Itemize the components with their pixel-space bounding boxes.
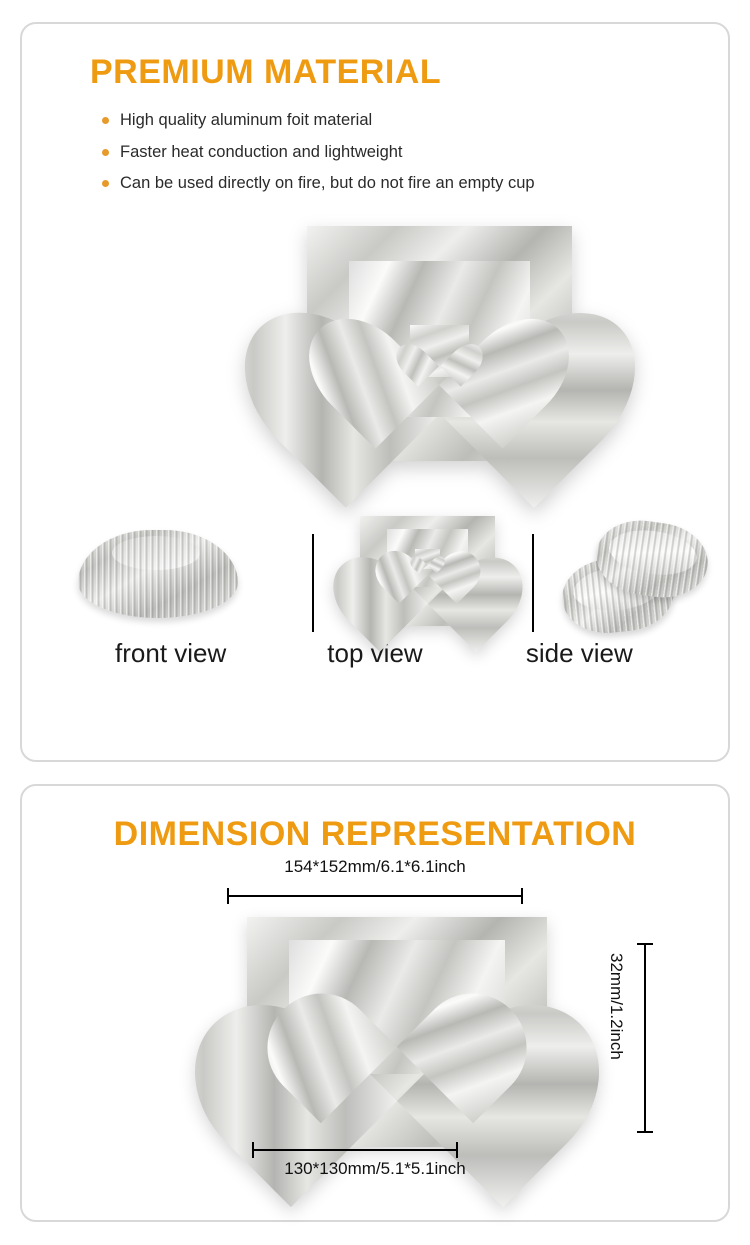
view-label-top: top view <box>327 638 423 669</box>
bullet-dot-icon <box>102 117 109 124</box>
bullet-text: Can be used directly on fire, but do not fire an empty cup <box>120 173 535 192</box>
view-front-image <box>78 530 238 618</box>
dimension-top-label: 154*152mm/6.1*6.1inch <box>284 857 466 877</box>
pan-inner-heart-emboss <box>415 549 439 569</box>
heart-pan-dimension-illustration <box>247 917 547 1147</box>
dimension-top-arrow <box>227 895 523 897</box>
bullet-text: High quality aluminum foit material <box>120 111 373 130</box>
front-view-cavity <box>112 536 200 570</box>
pan-cavity <box>606 525 699 580</box>
view-label-side: side view <box>525 638 633 669</box>
view-side-image <box>562 518 732 638</box>
pan-inner-heart-emboss <box>410 325 468 377</box>
dimension-representation-title: DIMENSION REPRESENTATION <box>113 815 637 853</box>
dimension-height-label: 32mm/1.2inch <box>607 953 626 1061</box>
premium-material-card <box>20 22 730 762</box>
view-divider <box>532 534 534 632</box>
hero-product-image <box>62 206 688 506</box>
product-views-row <box>62 512 688 632</box>
bullet-dot-icon <box>102 180 109 187</box>
bullet-dot-icon <box>102 149 109 156</box>
premium-material-title: PREMIUM MATERIAL <box>90 53 442 91</box>
heart-foil-pan-illustration <box>307 226 572 461</box>
dimension-diagram <box>52 857 698 1187</box>
front-view-pan <box>78 530 238 618</box>
feature-bullet-list <box>102 109 688 194</box>
dimension-height-arrow <box>644 943 646 1133</box>
view-label-front: front view <box>115 638 227 669</box>
dimension-representation-card <box>20 784 730 1222</box>
top-view-pan <box>360 516 495 626</box>
dimension-bottom-label: 130*130mm/5.1*5.1inch <box>284 1159 466 1179</box>
list-item <box>102 172 688 194</box>
view-top-image <box>360 516 495 626</box>
list-item <box>102 141 688 163</box>
pan-cavity <box>289 940 505 1073</box>
bullet-text: Faster heat conduction and lightweight <box>120 142 403 161</box>
view-divider <box>312 534 314 632</box>
dimension-bottom-arrow <box>252 1149 458 1151</box>
list-item <box>102 109 688 131</box>
